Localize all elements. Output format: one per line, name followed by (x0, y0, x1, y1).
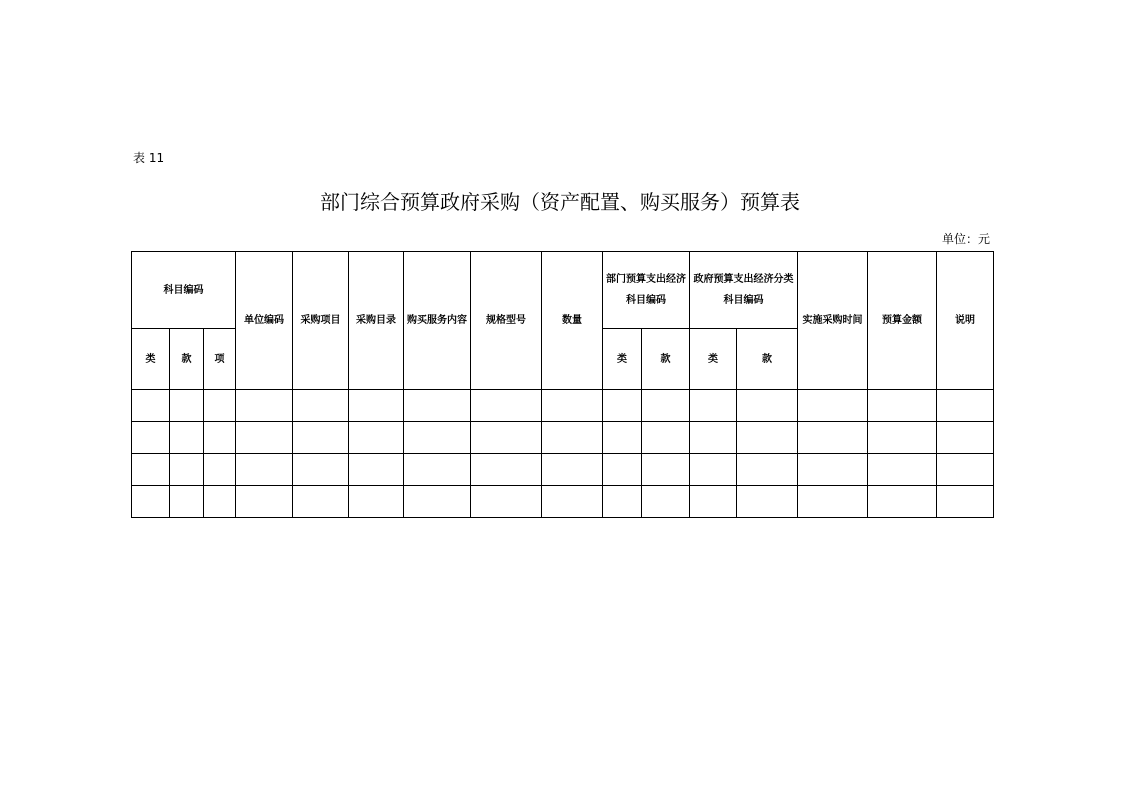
table-cell (349, 454, 404, 486)
table-cell (937, 486, 994, 518)
table-cell (798, 390, 868, 422)
header-subject-class: 类 (132, 329, 170, 390)
table-body (132, 390, 994, 518)
table-cell (404, 390, 471, 422)
table-cell (293, 390, 349, 422)
table-cell (132, 390, 170, 422)
table-number: 表 11 (133, 151, 165, 165)
table-cell (737, 390, 798, 422)
table-cell (542, 422, 603, 454)
table-cell (170, 390, 204, 422)
table-row (132, 454, 994, 486)
table-cell (542, 390, 603, 422)
header-implement-time: 实施采购时间 (798, 252, 868, 390)
page-title: 部门综合预算政府采购（资产配置、购买服务）预算表 (320, 190, 800, 214)
table-cell (798, 454, 868, 486)
header-subject-section: 款 (170, 329, 204, 390)
header-unit-code: 单位编码 (236, 252, 293, 390)
table-cell (471, 454, 542, 486)
header-service-content: 购买服务内容 (404, 252, 471, 390)
header-dept-econ-class: 类 (603, 329, 642, 390)
table-cell (204, 422, 236, 454)
table-cell (170, 422, 204, 454)
table-cell (404, 486, 471, 518)
header-subject-item: 项 (204, 329, 236, 390)
table-cell (937, 390, 994, 422)
table-cell (471, 390, 542, 422)
budget-table (131, 251, 994, 518)
header-remarks: 说明 (937, 252, 994, 390)
table-cell (204, 454, 236, 486)
table-cell (603, 486, 642, 518)
header-dept-econ-section: 款 (642, 329, 690, 390)
table-cell (349, 390, 404, 422)
table-cell (170, 486, 204, 518)
table-cell (132, 454, 170, 486)
table-cell (132, 422, 170, 454)
table-cell (937, 422, 994, 454)
header-subject-code: 科目编码 (132, 252, 236, 329)
table-cell (349, 486, 404, 518)
table-cell (642, 390, 690, 422)
table-cell (204, 486, 236, 518)
header-quantity: 数量 (542, 252, 603, 390)
table-cell (236, 486, 293, 518)
table-cell (293, 454, 349, 486)
table-cell (236, 390, 293, 422)
table-cell (404, 454, 471, 486)
table-cell (471, 486, 542, 518)
table-row (132, 390, 994, 422)
table-cell (642, 454, 690, 486)
table-cell (868, 390, 937, 422)
table-cell (204, 390, 236, 422)
table-cell (868, 422, 937, 454)
table-row (132, 486, 994, 518)
table-cell (236, 422, 293, 454)
unit-label: 单位：元 (941, 232, 990, 246)
table-cell (737, 486, 798, 518)
table-cell (542, 486, 603, 518)
table-cell (236, 454, 293, 486)
header-purchase-project: 采购项目 (293, 252, 349, 390)
table-cell (471, 422, 542, 454)
table-cell (542, 454, 603, 486)
table-cell (737, 454, 798, 486)
table-cell (690, 422, 737, 454)
table-cell (642, 486, 690, 518)
table-cell (937, 454, 994, 486)
header-gov-econ-code: 政府预算支出经济分类科目编码 (690, 252, 798, 329)
table-cell (170, 454, 204, 486)
table-cell (603, 454, 642, 486)
header-row-1 (132, 252, 994, 329)
table-cell (603, 390, 642, 422)
table-cell (349, 422, 404, 454)
header-gov-econ-section: 款 (737, 329, 798, 390)
header-spec-model: 规格型号 (471, 252, 542, 390)
table-cell (868, 454, 937, 486)
header-budget-amount: 预算金额 (868, 252, 937, 390)
table-cell (293, 422, 349, 454)
table-cell (868, 486, 937, 518)
table-cell (642, 422, 690, 454)
table-cell (798, 486, 868, 518)
table-row (132, 422, 994, 454)
table-cell (690, 454, 737, 486)
header-dept-econ-code: 部门预算支出经济科目编码 (603, 252, 690, 329)
table-cell (404, 422, 471, 454)
table-cell (798, 422, 868, 454)
header-gov-econ-class: 类 (690, 329, 737, 390)
table-cell (737, 422, 798, 454)
table-cell (603, 422, 642, 454)
table-cell (690, 390, 737, 422)
table-cell (690, 486, 737, 518)
table-cell (293, 486, 349, 518)
table-cell (132, 486, 170, 518)
header-purchase-catalog: 采购目录 (349, 252, 404, 390)
